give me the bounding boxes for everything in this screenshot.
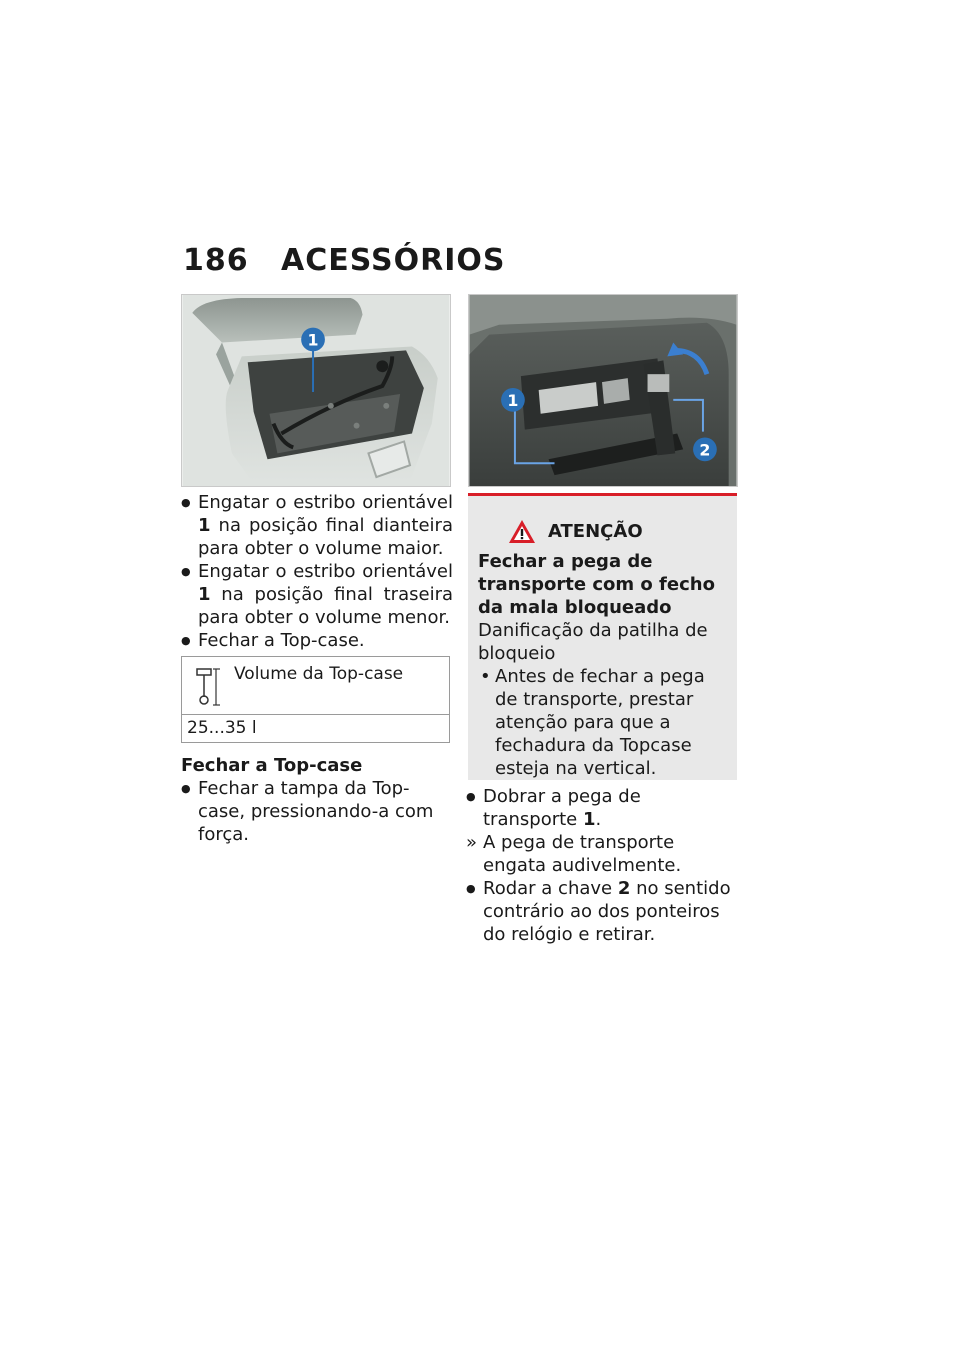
ref-number: 1 (582, 809, 596, 830)
subheading: Fechar a Top-case (181, 755, 363, 776)
warning-consequence: Danificação da patilha de bloqueio (478, 620, 708, 664)
ref-number: 1 (198, 584, 211, 605)
list-item-result: » A pega de transporte engata audivelmente. (466, 831, 738, 877)
volume-gauge-icon (194, 667, 222, 707)
warning-header (478, 514, 727, 548)
close-steps (181, 777, 453, 846)
callout-1: 1 (507, 390, 519, 410)
handle-steps (466, 785, 738, 946)
spec-label: Volume da Top-case (234, 664, 404, 684)
warning-title: ATENÇÃO (548, 520, 643, 542)
ref-number: 2 (617, 878, 631, 899)
list-item: ● Engatar o estribo orientável 1 na posição final traseira para obter o volume menor. (181, 560, 453, 629)
spec-value: 25...35 l (182, 715, 450, 743)
list-item: ● Rodar a chave 2 no sentido contrário ao dos ponteiros do relógio e retirar. (466, 877, 738, 946)
list-item: ● Dobrar a pega de transporte 1. (466, 785, 738, 831)
page-number: 186 (183, 243, 249, 278)
warning-triangle-icon (508, 518, 536, 544)
section-title: ACESSÓRIOS (281, 243, 506, 278)
callout-2: 2 (699, 440, 711, 460)
warning-actions (478, 665, 727, 780)
left-column (181, 491, 453, 846)
volume-spec-table (181, 656, 450, 743)
carry-handle-illustration (469, 295, 737, 486)
carry-handle-figure (468, 294, 738, 487)
right-column (466, 785, 738, 946)
callout-1: 1 (307, 330, 319, 350)
list-item: • Antes de fechar a pega de transporte, prestar atenção para que a fechadura da Topcase esteja na vertical. (478, 665, 727, 780)
topcase-interior-illustration (182, 295, 450, 486)
topcase-interior-figure (181, 294, 451, 487)
warning-cause: Fechar a pega de transporte com o fecho da mala bloqueado (478, 551, 715, 618)
spec-header-cell (182, 657, 450, 715)
ref-number: 1 (198, 515, 211, 536)
list-item: ● Fechar a tampa da Top-case, pressionando-a com força. (181, 777, 453, 846)
list-item: ● Fechar a Top-case. (181, 629, 453, 652)
list-item: ● Engatar o estribo orientável 1 na posição final dianteira para obter o volume maior. (181, 491, 453, 560)
warning-box (468, 493, 737, 780)
volume-steps (181, 491, 453, 652)
page-header (183, 243, 505, 283)
